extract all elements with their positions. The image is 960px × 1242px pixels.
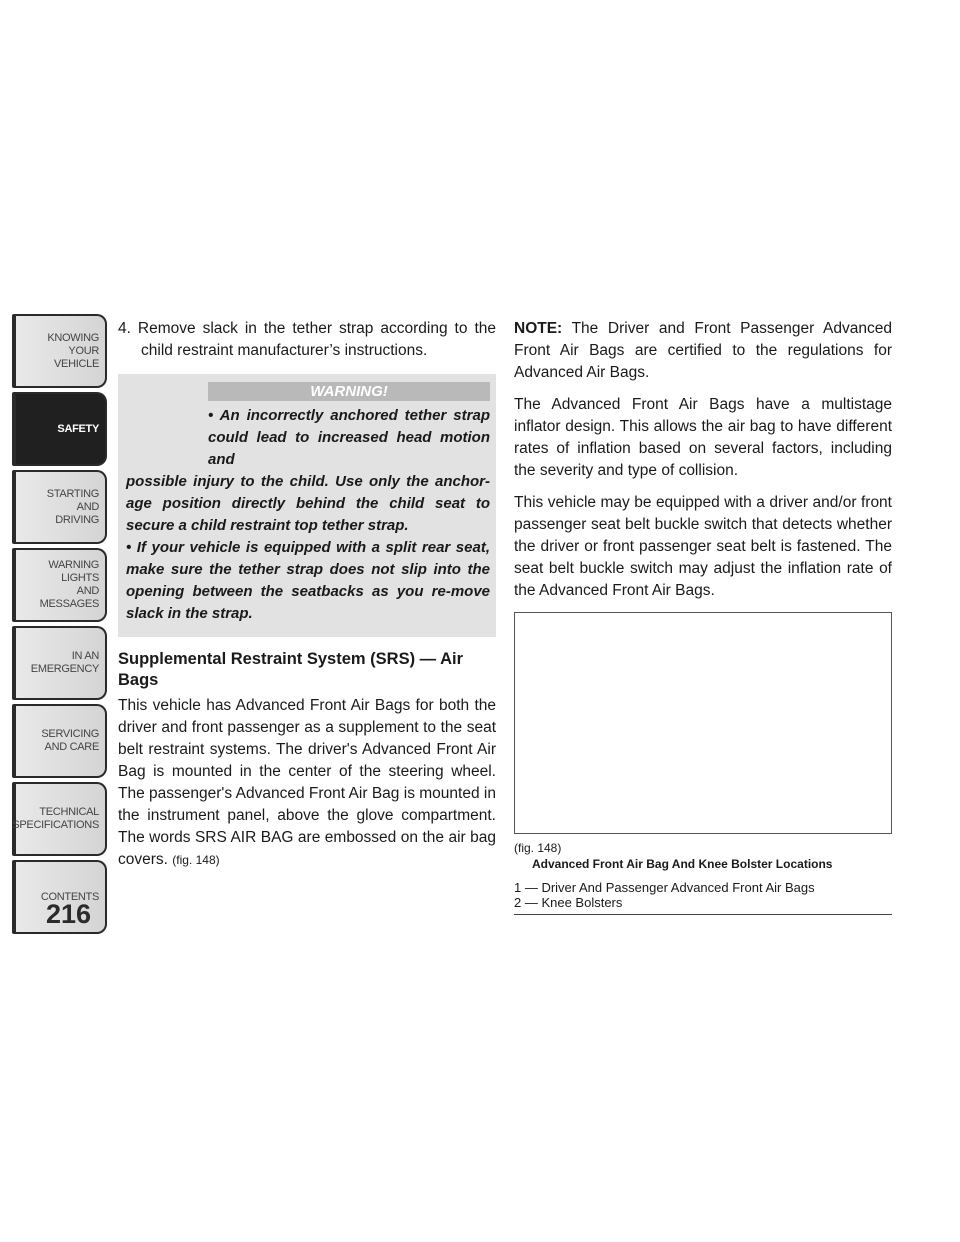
warning-body — [126, 405, 490, 625]
tab-in-an-emergency[interactable] — [12, 626, 107, 700]
tab-technical-specifications[interactable] — [12, 782, 107, 856]
step-4: 4. Remove slack in the tether strap according to the child restraint manufacturer’s instructions. — [118, 320, 496, 359]
tab-label: WARNING LIGHTS AND MESSAGES — [39, 559, 99, 610]
warning-box — [118, 374, 496, 637]
note-paragraph — [514, 318, 892, 384]
srs-paragraph — [118, 695, 496, 871]
inflator-paragraph: The Advanced Front Air Bags have a multistage inflator design. This allows the air bag to have different rates of inflation based on several factors, including the severity and type of collision. — [514, 396, 892, 479]
figure-reference[interactable]: (fig. 148) — [172, 853, 220, 867]
note-label: NOTE: — [514, 320, 563, 337]
tab-safety[interactable] — [12, 392, 107, 466]
warning-title: WARNING! — [208, 382, 490, 401]
left-column — [118, 318, 496, 881]
warning-item-1-rest: possible injury to the child. Use only the anchor-age position directly behind the child seat to secure a child restraint top tether strap. — [126, 473, 490, 534]
tab-servicing-and-care[interactable] — [12, 704, 107, 778]
buckle-switch-paragraph: This vehicle may be equipped with a driver and/or front passenger seat belt buckle switch that detects whether the driver or front passenger seat belt is fastened. The seat belt buckle switch may adjust the inflation rate of the Advanced Front Air Bags. — [514, 494, 892, 599]
tab-label: TECHNICAL SPECIFICATIONS — [12, 806, 99, 831]
chapter-tabs — [12, 314, 107, 938]
right-column — [514, 318, 892, 915]
tab-label: KNOWING YOUR VEHICLE — [47, 331, 99, 370]
figure-caption: Advanced Front Air Bag And Knee Bolster Locations — [532, 857, 833, 871]
figure-image-placeholder — [514, 612, 892, 834]
note-text: The Driver and Front Passenger Advanced Front Air Bags are certified to the regulations for Advanced Air Bags. — [514, 320, 893, 381]
section-heading: Supplemental Restraint System (SRS) — Air Bags — [118, 650, 464, 689]
srs-paragraph-text: This vehicle has Advanced Front Air Bags for both the driver and front passenger as a supplement to the seat belt restraint systems. The driver's Advanced Front Air Bag is mounted in the center of the steering wheel. The passenger's Advanced Front Air Bag is mounted in the instrument panel, above the glove compartment. The words SRS AIR BAG are embossed on the air bag covers. — [118, 697, 496, 868]
legend-item: 1 — Driver And Passenger Advanced Front Air Bags — [514, 880, 815, 895]
tab-label: STARTING AND DRIVING — [46, 487, 99, 526]
legend-item: 2 — Knee Bolsters — [514, 895, 623, 910]
tab-starting-and-driving[interactable] — [12, 470, 107, 544]
page-number: 216 — [46, 899, 92, 929]
tab-label: SERVICING AND CARE — [41, 728, 99, 753]
tab-warning-lights[interactable] — [12, 548, 107, 622]
tab-label: IN AN EMERGENCY — [30, 650, 99, 675]
tab-label: SAFETY — [57, 422, 99, 435]
figure-legend — [514, 880, 892, 915]
tab-knowing-your-vehicle[interactable] — [12, 314, 107, 388]
warning-item-2: • If your vehicle is equipped with a split rear seat, make sure the tether strap does not slip into the opening between the seatbacks as you re-move slack in the strap. — [126, 539, 490, 622]
tab-label: CONTENTS — [40, 890, 99, 903]
warning-item-1-start: • An incorrectly anchored tether strap could lead to increased head motion and — [208, 407, 490, 468]
figure-number: (fig. 148) — [514, 841, 562, 855]
